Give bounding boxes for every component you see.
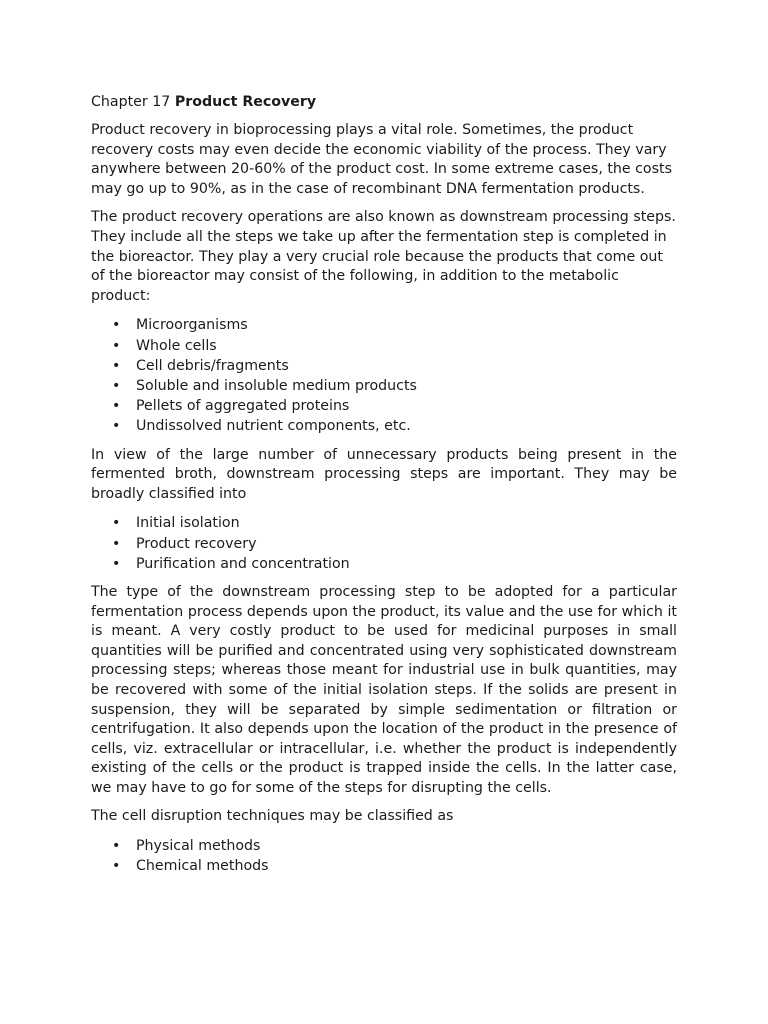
list-disruption-methods — [91, 836, 677, 876]
list-classification — [91, 513, 677, 574]
list-item: • Whole cells — [91, 336, 677, 356]
bullet-icon: • — [112, 317, 121, 334]
chapter-title: Product Recovery — [174, 94, 317, 110]
bullet-icon: • — [112, 858, 121, 875]
list-item: • Soluble and insoluble medium products — [91, 376, 677, 396]
bullet-icon: • — [112, 377, 121, 394]
bullet-icon: • — [112, 398, 121, 415]
list-item: • Chemical methods — [91, 856, 677, 876]
list-item: • Pellets of aggregated proteins — [91, 396, 677, 416]
bullet-icon: • — [112, 418, 121, 435]
list-broth-contents — [91, 315, 677, 436]
list-item: • Undissolved nutrient components, etc. — [91, 416, 677, 436]
bullet-icon: • — [112, 535, 121, 552]
chapter-heading — [91, 92, 677, 112]
paragraph-view: In view of the large number of unnecessary products being present in the fermented broth, downstream processing steps are important. They may be broadly classified into — [91, 446, 677, 502]
document-page — [91, 92, 677, 885]
paragraph-intro: Product recovery in bioprocessing plays a vital role. Sometimes, the product recovery costs may even decide the economic viability of the process. They vary anywhere between 20-60% of the product cost. In some extreme cases, the costs may go up to 90%, as in the case of recombinant DNA fermentation products. — [91, 122, 672, 197]
bullet-icon: • — [112, 838, 121, 855]
list-item: • Purification and concentration — [91, 554, 677, 574]
bullet-icon: • — [112, 337, 121, 354]
chapter-label: Chapter 17 — [91, 94, 171, 110]
list-item: • Physical methods — [91, 836, 677, 856]
list-item: • Initial isolation — [91, 513, 677, 533]
bullet-icon: • — [112, 515, 121, 532]
bullet-icon: • — [112, 357, 121, 374]
paragraph-type: The type of the downstream processing step to be adopted for a particular fermentation process depends upon the product, its value and the use for which it is meant. A very costly product to be used for medicinal purposes in small quantities will be purified and concentrated using very sophisticated downstream processing steps; whereas those meant for industrial use in bulk quantities, may be recovered with some of the initial isolation steps. If the solids are present in suspension, they will be separated by simple sedimentation or filtration or centrifugation. It also depends upon the location of the product in the presence of cells, viz. extracellular or intracellular, i.e. whether the product is independently existing of the cells or the product is trapped inside the cells. In the latter case, we may have to go for some of the steps for disrupting the cells. — [91, 583, 677, 796]
list-item: • Product recovery — [91, 534, 677, 554]
paragraph-disruption: The cell disruption techniques may be classified as — [91, 808, 454, 825]
bullet-icon: • — [112, 555, 121, 572]
list-item: • Cell debris/fragments — [91, 356, 677, 376]
list-item: • Microorganisms — [91, 315, 677, 335]
paragraph-operations: The product recovery operations are also known as downstream processing steps. They include all the steps we take up after the fermentation step is completed in the bioreactor. They play a very crucial role because the products that come out of the bioreactor may consist of the following, in addition to the metabolic product: — [91, 209, 676, 304]
